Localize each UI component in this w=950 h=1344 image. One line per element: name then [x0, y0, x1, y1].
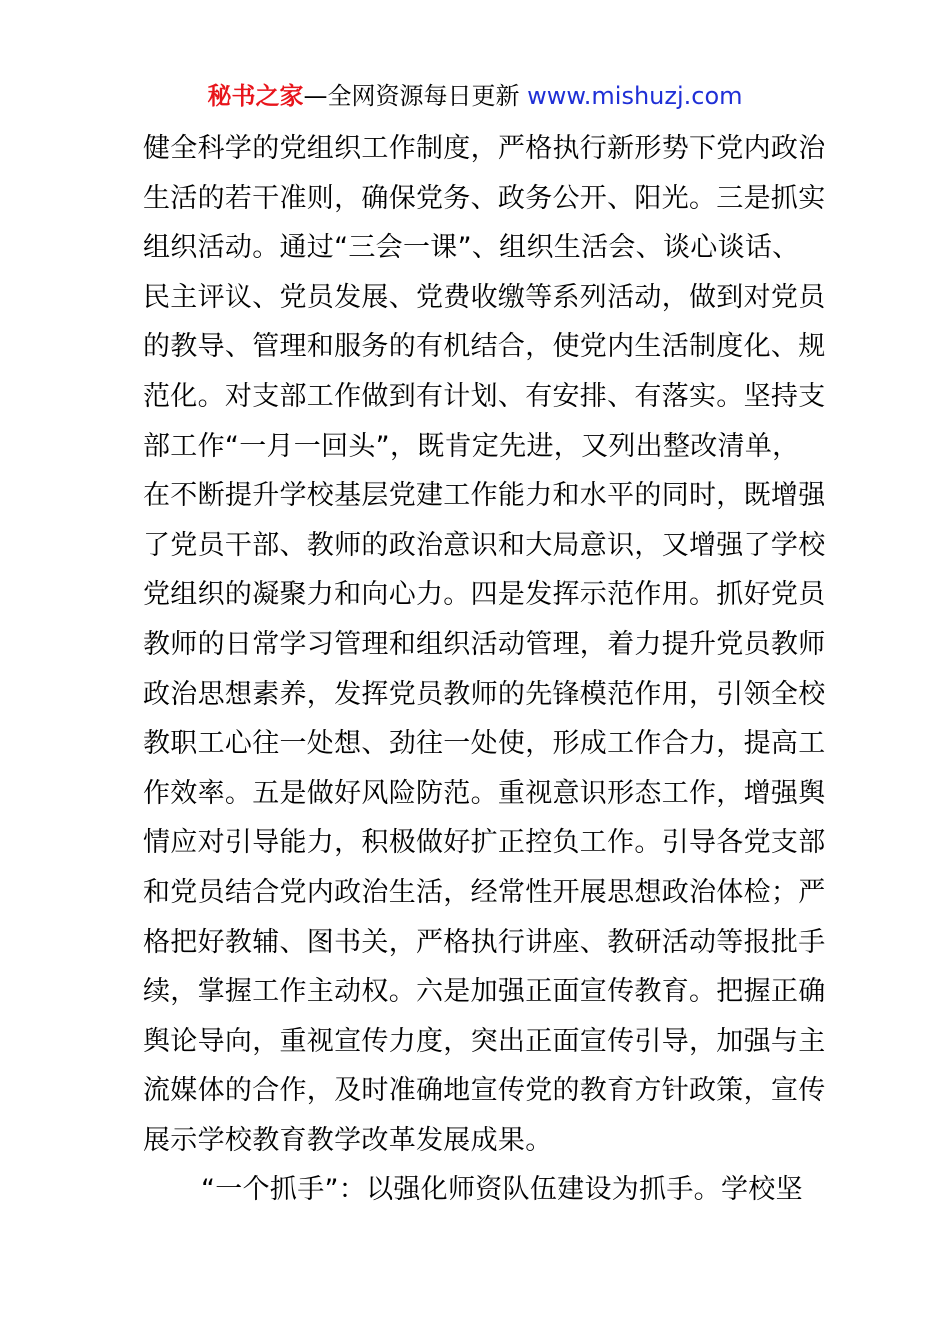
text-line: 续，掌握工作主动权。六是加强正面宣传教育。把握正确 — [143, 976, 826, 1008]
page-header — [0, 80, 950, 112]
text-line: 了党员干部、教师的政治意识和大局意识，又增强了学校 — [143, 529, 826, 561]
paragraph-first-line: “一个抓手”：以强化师资队伍建设为抓手。学校坚 — [201, 1174, 803, 1206]
text-line: 民主评议、党员发展、党费收缴等系列活动，做到对党员 — [143, 281, 826, 313]
text-line: 政治思想素养，发挥党员教师的先锋模范作用，引领全校 — [143, 678, 826, 710]
text-line: 党组织的凝聚力和向心力。四是发挥示范作用。抓好党员 — [143, 579, 826, 611]
document-body — [143, 124, 826, 1215]
text-line: 范化。对支部工作做到有计划、有安排、有落实。坚持支 — [143, 380, 826, 412]
text-line: 教师的日常学习管理和组织活动管理，着力提升党员教师 — [143, 628, 826, 660]
text-line: 作效率。五是做好风险防范。重视意识形态工作，增强舆 — [143, 777, 826, 809]
text-line: 和党员结合党内政治生活，经常性开展思想政治体检；严 — [143, 876, 826, 908]
text-line: 组织活动。通过“三会一课”、组织生活会、谈心谈话、 — [143, 232, 800, 264]
text-line: 情应对引导能力，积极做好扩正控负工作。引导各党支部 — [143, 827, 826, 859]
text-line: 舆论导向，重视宣传力度，突出正面宣传引导，加强与主 — [143, 1025, 826, 1057]
site-tagline: —全网资源每日更新 — [303, 82, 528, 110]
site-url-link[interactable]: www.mishuzj.com — [527, 82, 743, 110]
text-line: 展示学校教育教学改革发展成果。 — [143, 1124, 553, 1156]
text-line: 的教导、管理和服务的有机结合，使党内生活制度化、规 — [143, 331, 826, 363]
text-line: 在不断提升学校基层党建工作能力和水平的同时，既增强 — [143, 480, 826, 512]
site-brand: 秘书之家 — [207, 82, 304, 110]
text-line: 教职工心往一处想、劲往一处使，形成工作合力，提高工 — [143, 728, 826, 760]
text-line: 格把好教辅、图书关，严格执行讲座、教研活动等报批手 — [143, 926, 826, 958]
text-line: 健全科学的党组织工作制度，严格执行新形势下党内政治 — [143, 133, 826, 164]
text-line: 生活的若干准则，确保党务、政务公开、阳光。三是抓实 — [143, 182, 826, 214]
text-line: 流媒体的合作，及时准确地宣传党的教育方针政策，宣传 — [143, 1075, 826, 1107]
text-line: 部工作“一月一回头”，既肯定先进，又列出整改清单， — [143, 430, 800, 462]
